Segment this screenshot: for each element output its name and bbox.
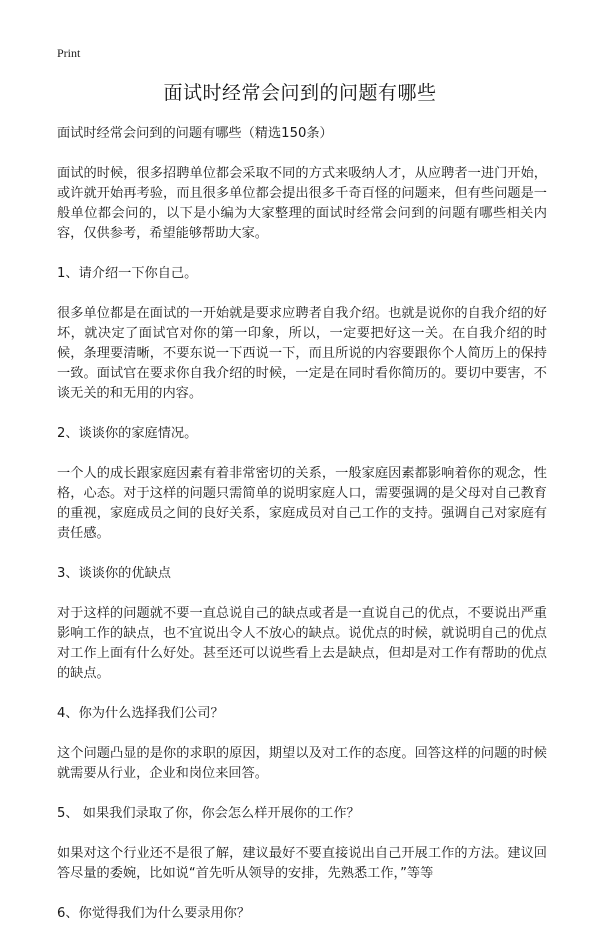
question-1: 1、请介绍一下你自己。 xyxy=(57,266,198,281)
document-body xyxy=(57,124,547,944)
print-label: Print xyxy=(57,46,81,60)
question-5: 5、 如果我们录取了你，你会怎么样开展你的工作？ xyxy=(57,806,360,821)
question-4: 4、你为什么选择我们公司？ xyxy=(57,706,224,721)
answer-3: 对于这样的问题就不要一直总说自己的缺点或者是一直说自己的优点，不要说出严重影响工作的缺点，也不宜说出令人不放心的缺点。说优点的时候，就说明自己的优点对工作上面有什么好处。甚至还可以说些看上去是缺点，但却是对工作有帮助的优点的缺点。 xyxy=(57,606,547,681)
answer-1: 很多单位都是在面试的一开始就是要求应聘者自我介绍。也就是说你的自我介绍的好坏，就决定了面试官对你的第一印象，所以，一定要把好这一关。在自我介绍的时候，条理要清晰，不要东说一下西说一下，而且所说的内容要跟你个人简历上的保持一致。面试官在要求你自我介绍的时候，一定是在同时看你简历的。要切中要害，不谈无关的和无用的内容。 xyxy=(57,306,547,401)
document-subtitle: 面试时经常会问到的问题有哪些（精选150条） xyxy=(57,126,333,141)
answer-5: 如果对这个行业还不是很了解，建议最好不要直接说出自己开展工作的方法。建议回答尽量的委婉，比如说“首先听从领导的安排，先熟悉工作，”等等 xyxy=(57,846,547,881)
intro-paragraph: 面试的时候，很多招聘单位都会采取不同的方式来吸纳人才，从应聘者一进门开始，或许就开始再考验，而且很多单位都会提出很多千奇百怪的问题来，但有些问题是一般单位都会问的，以下是小编为大家整理的面试时经常会问到的问题有哪些相关内容，仅供参考，希望能够帮助大家。 xyxy=(57,166,547,241)
answer-4: 这个问题凸显的是你的求职的原因，期望以及对工作的态度。回答这样的问题的时候就需要从行业，企业和岗位来回答。 xyxy=(57,746,547,781)
question-3: 3、谈谈你的优缺点 xyxy=(57,566,171,581)
answer-2: 一个人的成长跟家庭因素有着非常密切的关系，一般家庭因素都影响着你的观念，性格，心态。对于这样的问题只需简单的说明家庭人口，需要强调的是父母对自己教育的重视，家庭成员之间的良好关系，家庭成员对自己工作的支持。强调自己对家庭有责任感。 xyxy=(57,466,547,541)
question-2: 2、谈谈你的家庭情况。 xyxy=(57,426,198,441)
question-6: 6、你觉得我们为什么要录用你？ xyxy=(57,906,251,921)
page-title: 面试时经常会问到的问题有哪些 xyxy=(163,82,437,104)
